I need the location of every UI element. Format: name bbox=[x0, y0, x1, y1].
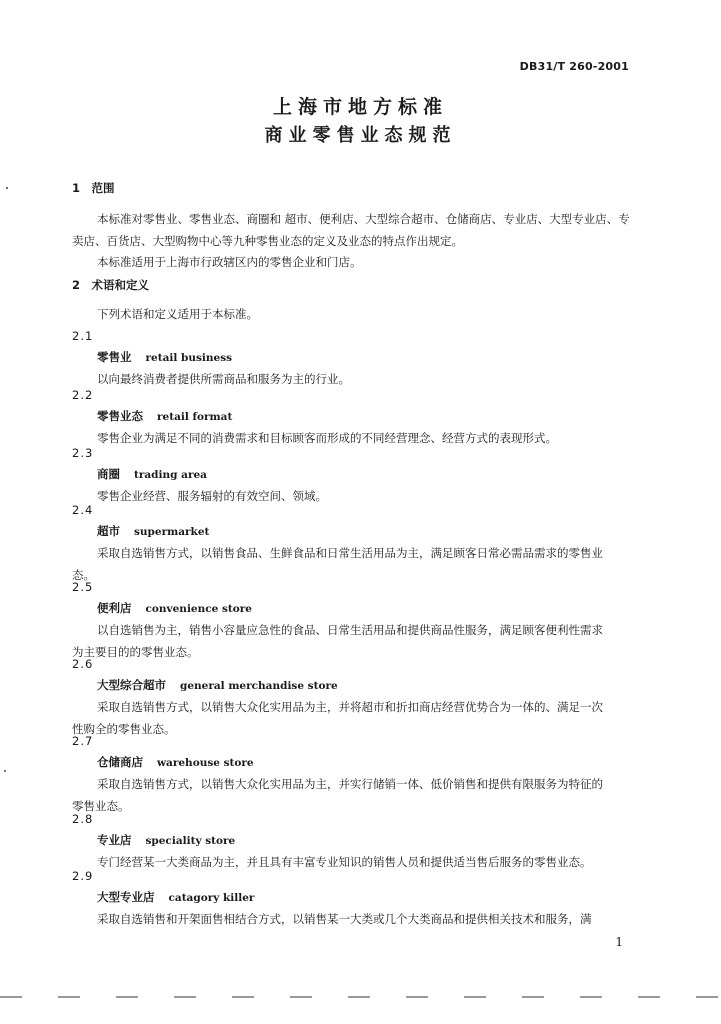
term-definition-line: 采取自选销售和开架面售相结合方式，以销售某一大类或几个大类商品和提供相关技术和服务，满 bbox=[97, 912, 592, 926]
standard-number: DB31/T 260-2001 bbox=[519, 60, 629, 73]
term-number: 2.8 bbox=[72, 812, 94, 826]
term-number: 2.4 bbox=[72, 503, 94, 517]
term-number: 2.7 bbox=[72, 734, 94, 748]
section-1-paragraph-2: 本标准适用于上海市行政辖区内的零售企业和门店。 bbox=[97, 255, 362, 269]
term-chinese: 便利店 bbox=[97, 601, 132, 615]
term-chinese: 大型专业店 bbox=[97, 890, 155, 904]
term-definition-line: 以向最终消费者提供所需商品和服务为主的行业。 bbox=[97, 372, 350, 386]
term-definition-line: 态。 bbox=[72, 568, 95, 582]
term-definition-line: 采取自选销售方式，以销售大众化实用品为主，并实行储销一体、低价销售和提供有限服务为特征的 bbox=[97, 777, 603, 791]
scan-speck bbox=[6, 187, 8, 189]
term-chinese: 大型综合超市 bbox=[97, 678, 166, 692]
term-english: retail business bbox=[145, 352, 233, 364]
term-number: 2.6 bbox=[72, 657, 94, 671]
term-definition-line: 性购全的零售业态。 bbox=[72, 722, 176, 736]
term-heading bbox=[97, 597, 669, 620]
term-chinese: 零售业态 bbox=[97, 409, 143, 423]
term-heading bbox=[97, 829, 669, 852]
term-heading bbox=[97, 463, 669, 486]
term-chinese: 商圈 bbox=[97, 467, 120, 481]
term-english: general merchandise store bbox=[180, 680, 338, 692]
term-english: supermarket bbox=[134, 526, 210, 538]
term-english: catagory killer bbox=[168, 892, 255, 904]
term-heading bbox=[97, 405, 669, 428]
section-1-paragraph-1-line-2: 卖店、百货店、大型购物中心等九种零售业态的定义及业态的特点作出规定。 bbox=[72, 234, 463, 248]
term-english: retail format bbox=[157, 411, 233, 423]
term-number: 2.1 bbox=[72, 329, 94, 343]
term-definition-line: 零售业态。 bbox=[72, 799, 130, 813]
term-english: convenience store bbox=[145, 603, 252, 615]
term-definition-line: 为主要目的的零售业态。 bbox=[72, 645, 199, 659]
document-subtitle: 商业零售业态规范 bbox=[264, 125, 457, 146]
term-heading bbox=[97, 346, 669, 369]
term-definition-line: 以自选销售为主，销售小容量应急性的食品、日常生活用品和提供商品性服务，满足顾客便利性需求 bbox=[97, 623, 603, 637]
term-chinese: 零售业 bbox=[97, 350, 132, 364]
term-number: 2.9 bbox=[72, 869, 94, 883]
term-number: 2.2 bbox=[72, 388, 94, 402]
section-1-paragraph-1-line-1: 本标准对零售业、零售业态、商圈和 超市、便利店、大型综合超市、仓储商店、专业店、大型专业店、专 bbox=[97, 212, 630, 226]
term-number: 2.5 bbox=[72, 580, 94, 594]
term-chinese: 专业店 bbox=[97, 833, 132, 847]
term-number: 2.3 bbox=[72, 446, 94, 460]
term-heading bbox=[97, 886, 669, 909]
term-chinese: 仓储商店 bbox=[97, 755, 143, 769]
section-2-intro: 下列术语和定义适用于本标准。 bbox=[97, 307, 258, 321]
term-definition-line: 零售企业为满足不同的消费需求和目标顾客而形成的不同经营理念、经营方式的表现形式。 bbox=[97, 431, 557, 445]
term-english: speciality store bbox=[145, 835, 236, 847]
term-definition-line: 专门经营某一大类商品为主，并且具有丰富专业知识的销售人员和提供适当售后服务的零售业态。 bbox=[97, 855, 592, 869]
term-definition-line: 零售企业经营、服务辐射的有效空间、领域。 bbox=[97, 489, 327, 503]
document-title: 上海市地方标准 bbox=[272, 96, 448, 118]
term-definition-line: 采取自选销售方式，以销售大众化实用品为主，并将超市和折扣商店经营优势合为一体的、满足一次 bbox=[97, 700, 603, 714]
term-english: trading area bbox=[134, 469, 207, 481]
term-heading bbox=[97, 674, 669, 697]
term-heading bbox=[97, 520, 669, 543]
term-heading bbox=[97, 751, 669, 774]
term-chinese: 超市 bbox=[97, 524, 120, 538]
section-2-heading: 2 术语和定义 bbox=[72, 278, 150, 292]
section-1-heading: 1 范围 bbox=[72, 181, 115, 195]
scan-speck bbox=[4, 770, 6, 772]
page-number: 1 bbox=[615, 935, 623, 949]
term-definition-line: 采取自选销售方式，以销售食品、生鲜食品和日常生活用品为主，满足顾客日常必需品需求的零售业 bbox=[97, 546, 603, 560]
scan-footer-rule bbox=[0, 996, 721, 998]
term-english: warehouse store bbox=[157, 757, 254, 769]
